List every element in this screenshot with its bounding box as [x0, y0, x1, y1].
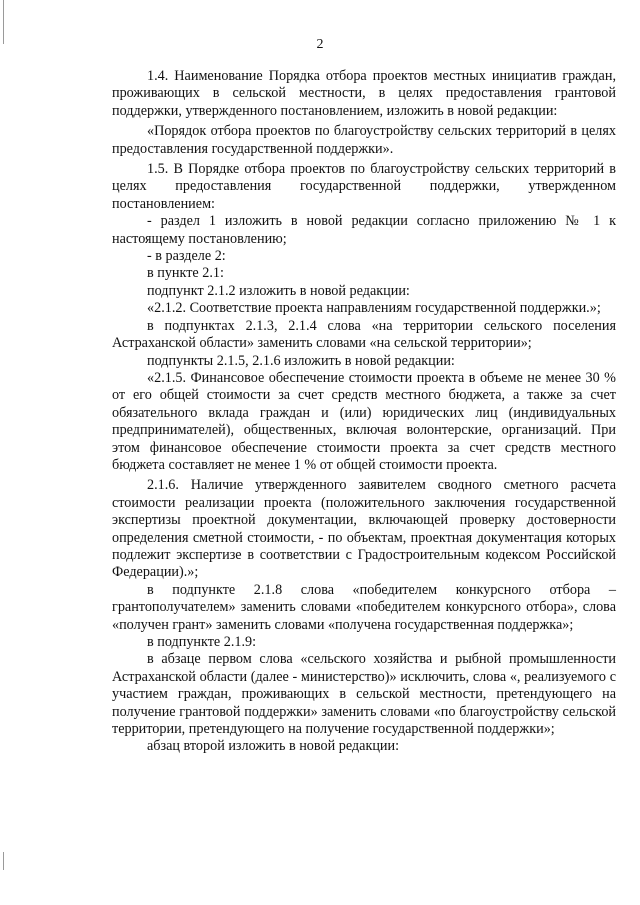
- paragraph-sub-2-1-2: подпункт 2.1.2 изложить в новой редакции:: [147, 282, 410, 299]
- paragraph-2-1-6: 2.1.6. Наличие утвержденного заявителем сводного сметного расчета стоимости реализации проекта (положительного заключения государственной экспертизы проектной документации, включающей проверку достоверности определения сметной стоимости, - по объектам, проектная документация которых подлежит экспертизе в соответствии с Градостроительным кодексом Российской Федерации).»;: [112, 477, 616, 581]
- paragraph-section-1: - раздел 1 изложить в новой редакции согласно приложению № 1 к настоящему постановлению;: [112, 213, 616, 247]
- document-body: [112, 68, 616, 756]
- page-number: 2: [316, 37, 324, 52]
- paragraph-first-abzac: в абзаце первом слова «сельского хозяйства и рыбной промышленности Астраханской области (далее - министерство)» исключить, слова «, реализуемого с участием граждан, проживающих в сельской местности, претендующего на получение грантовой поддержки» заменить словами «по благоустройству сельской территории, претендующего на получение государственной поддержки»;: [112, 651, 616, 738]
- scan-edge-mark: [3, 852, 4, 870]
- paragraph-point-2-1: в пункте 2.1:: [147, 265, 224, 282]
- paragraph-1-5: 1.5. В Порядке отбора проектов по благоустройству сельских территорий в целях предоставления государственной поддержки, утвержденном постановлением:: [112, 161, 616, 212]
- paragraph-second-abzac: абзац второй изложить в новой редакции:: [147, 738, 400, 755]
- paragraph-sub-2-1-9: в подпункте 2.1.9:: [147, 634, 257, 650]
- paragraph-1-4: 1.4. Наименование Порядка отбора проектов местных инициатив граждан, проживающих в сельской местности, в целях предоставления грантовой поддержки, утвержденного постановлением, изложить в новой редакции:: [112, 68, 616, 119]
- paragraph-quote-2-1-5: «2.1.5. Финансовое обеспечение стоимости проекта в объеме не менее 30 % от его общей стоимости за счет средств местного бюджета, а также за счет обязательного вклада граждан и (или) юридических лиц (индивидуальных предпринимателей), общественных, включая волонтерские, организаций. При этом финансовое обеспечение стоимости проекта за счет средств местного бюджета составляет не менее 1 % от общей стоимости проекта.: [112, 369, 616, 473]
- paragraph-sub-2-1-3: в подпунктах 2.1.3, 2.1.4 слова «на территории сельского поселения Астраханской области» заменить словами «на сельской территории»;: [112, 317, 616, 352]
- paragraph-new-title: «Порядок отбора проектов по благоустройству сельских территорий в целях предоставления государственной поддержки».: [112, 123, 616, 157]
- paragraph-sub-2-1-8: в подпункте 2.1.8 слова «победителем конкурсного отбора – грантополучателем» заменить словами «победителем конкурсного отбора», слова «получен грант» заменить словами «получена государственная поддержка»;: [112, 581, 616, 633]
- paragraph-section-2: - в разделе 2:: [147, 248, 226, 265]
- paragraph-sub-2-1-5-intro: подпункты 2.1.5, 2.1.6 изложить в новой редакции:: [147, 352, 455, 369]
- paragraph-quote-2-1-2: «2.1.2. Соответствие проекта направлениям государственной поддержки.»;: [147, 300, 601, 317]
